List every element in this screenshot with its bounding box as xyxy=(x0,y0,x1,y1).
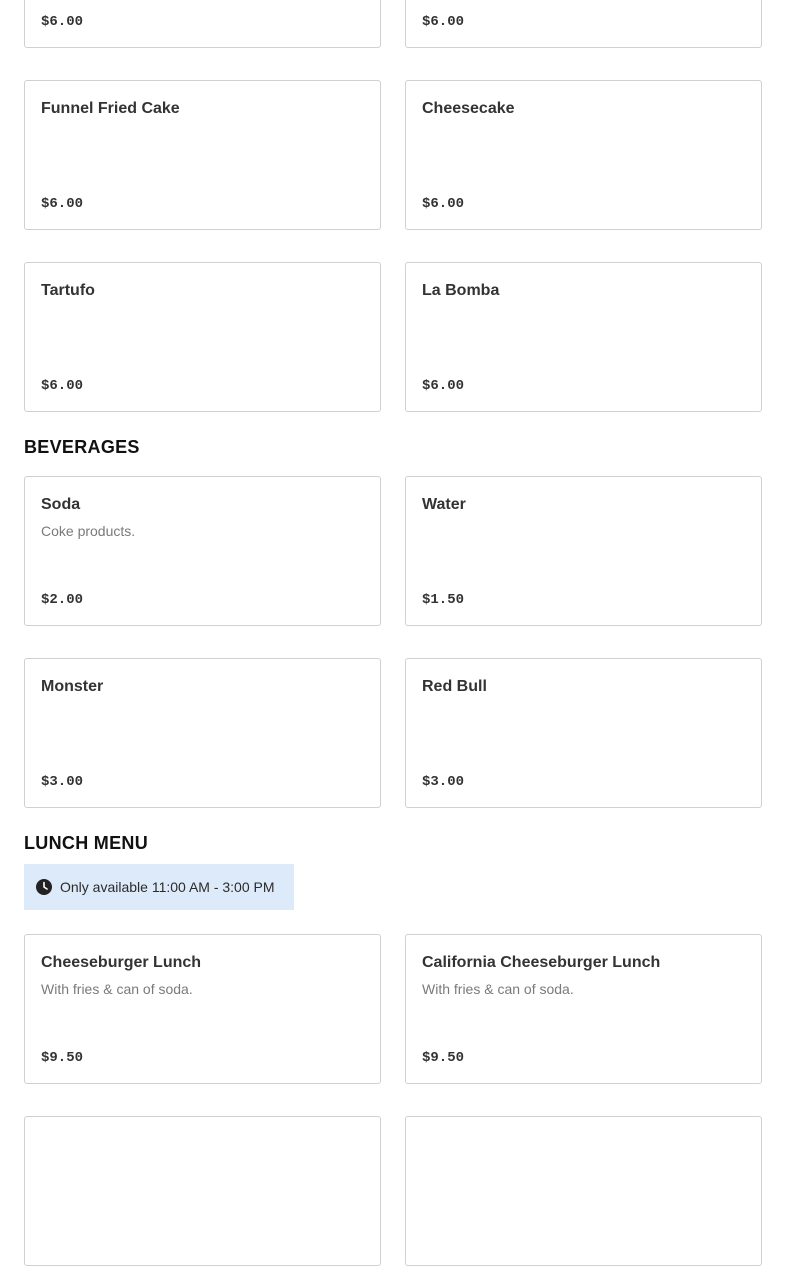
menu-item-card[interactable] xyxy=(405,476,762,626)
item-price: $3.00 xyxy=(41,774,84,790)
menu-item-card[interactable] xyxy=(24,1116,381,1266)
item-name: Soda xyxy=(41,496,81,513)
menu-item-card[interactable] xyxy=(24,0,381,48)
item-price: $2.00 xyxy=(41,592,84,608)
item-name: Cheeseburger Lunch xyxy=(41,954,202,971)
item-description: Coke products. xyxy=(41,523,136,539)
availability-text: Only available 11:00 AM - 3:00 PM xyxy=(60,879,275,895)
menu-item-card[interactable] xyxy=(24,934,381,1084)
menu-item-card[interactable] xyxy=(24,262,381,412)
item-name: Funnel Fried Cake xyxy=(41,100,180,117)
item-name: Cheesecake xyxy=(422,100,515,117)
item-name: La Bomba xyxy=(422,282,500,299)
item-description: With fries & can of soda. xyxy=(41,981,193,997)
item-price: $6.00 xyxy=(422,14,465,30)
item-name: Red Bull xyxy=(422,678,487,695)
item-price: $3.00 xyxy=(422,774,465,790)
item-price: $9.50 xyxy=(422,1050,465,1066)
menu-item-card[interactable] xyxy=(405,934,762,1084)
menu-item-card[interactable] xyxy=(405,80,762,230)
item-description: With fries & can of soda. xyxy=(422,981,574,997)
item-name: Tartufo xyxy=(41,282,95,299)
menu-item-card[interactable] xyxy=(405,262,762,412)
item-price: $1.50 xyxy=(422,592,465,608)
availability-notice xyxy=(24,864,294,910)
item-name: Water xyxy=(422,496,466,513)
section-title-lunch: LUNCH MENU xyxy=(24,833,148,853)
menu-item-card[interactable] xyxy=(24,658,381,808)
item-price: $6.00 xyxy=(41,196,84,212)
menu-item-card[interactable] xyxy=(24,476,381,626)
item-price: $6.00 xyxy=(422,378,465,394)
item-price: $9.50 xyxy=(41,1050,84,1066)
menu-item-card[interactable] xyxy=(405,658,762,808)
item-price: $6.00 xyxy=(41,378,84,394)
item-price: $6.00 xyxy=(41,14,84,30)
item-price: $6.00 xyxy=(422,196,465,212)
item-name: California Cheeseburger Lunch xyxy=(422,954,661,971)
menu-item-card[interactable] xyxy=(405,0,762,48)
item-name: Monster xyxy=(41,678,104,695)
clock-icon xyxy=(36,879,52,895)
section-title-beverages: BEVERAGES xyxy=(24,437,140,457)
menu-item-card[interactable] xyxy=(405,1116,762,1266)
menu-item-card[interactable] xyxy=(24,80,381,230)
